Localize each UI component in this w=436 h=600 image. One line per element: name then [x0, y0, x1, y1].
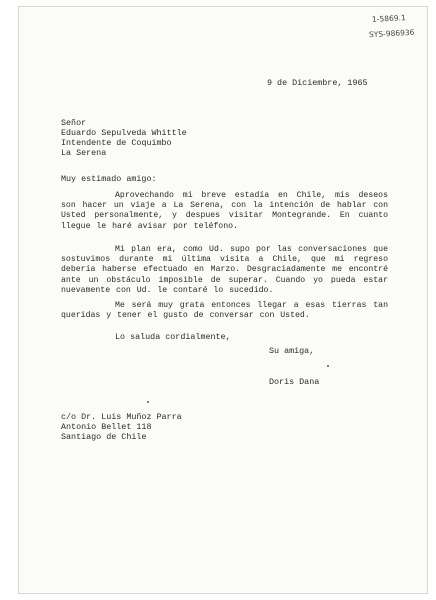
letter-page	[18, 6, 428, 594]
body-paragraph-2: Mi plan era, como Ud. supo por las conversaciones que sostuvimos durante mi última visita a Chile, que mi regreso debería haberse efectuado en Marzo. Desgraciadamente me encontré ante un obstáculo imposible de superar. Cuando yo pueda estar nuevamente con Ud. le contaré lo sucedido.	[61, 245, 388, 295]
body-paragraph-1: Aprovechando mi breve estadía en Chile, mis deseos son hacer un viaje a La Serena, con la intención de hablar con Usted personalmente, y despues visitar Montegrande. En cuanto llegue le haré avisar por teléfono.	[61, 191, 388, 231]
body-paragraph-3: Me será muy grata entonces llegar a esas tierras tan queridas y tener el gusto de conversar con Usted.	[61, 301, 388, 321]
cc-line-3: Santiago de Chile	[61, 432, 147, 442]
recipient-line-2: Eduardo Sepulveda Whittle	[61, 128, 187, 138]
sign-off: Su amiga,	[269, 346, 315, 356]
archive-code-2: SYS-986936	[368, 27, 415, 40]
letter-date: 9 de Diciembre, 1965	[267, 78, 368, 88]
cc-line-1: c/o Dr. Luis Muñoz Parra	[61, 412, 182, 422]
cc-line-2: Antonio Bellet 118	[61, 422, 152, 432]
archive-code-1: 1-5869.1	[371, 13, 406, 24]
salutation: Muy estimado amigo:	[61, 174, 157, 184]
signature-name: Doris Dana	[269, 377, 320, 387]
ink-mark	[327, 365, 329, 367]
recipient-line-4: La Serena	[61, 148, 107, 158]
closing: Lo saluda cordialmente,	[115, 332, 231, 342]
recipient-line-3: Intendente de Coquimbo	[61, 138, 172, 148]
ink-mark-2	[147, 401, 149, 403]
recipient-line-1: Señor	[61, 118, 87, 128]
